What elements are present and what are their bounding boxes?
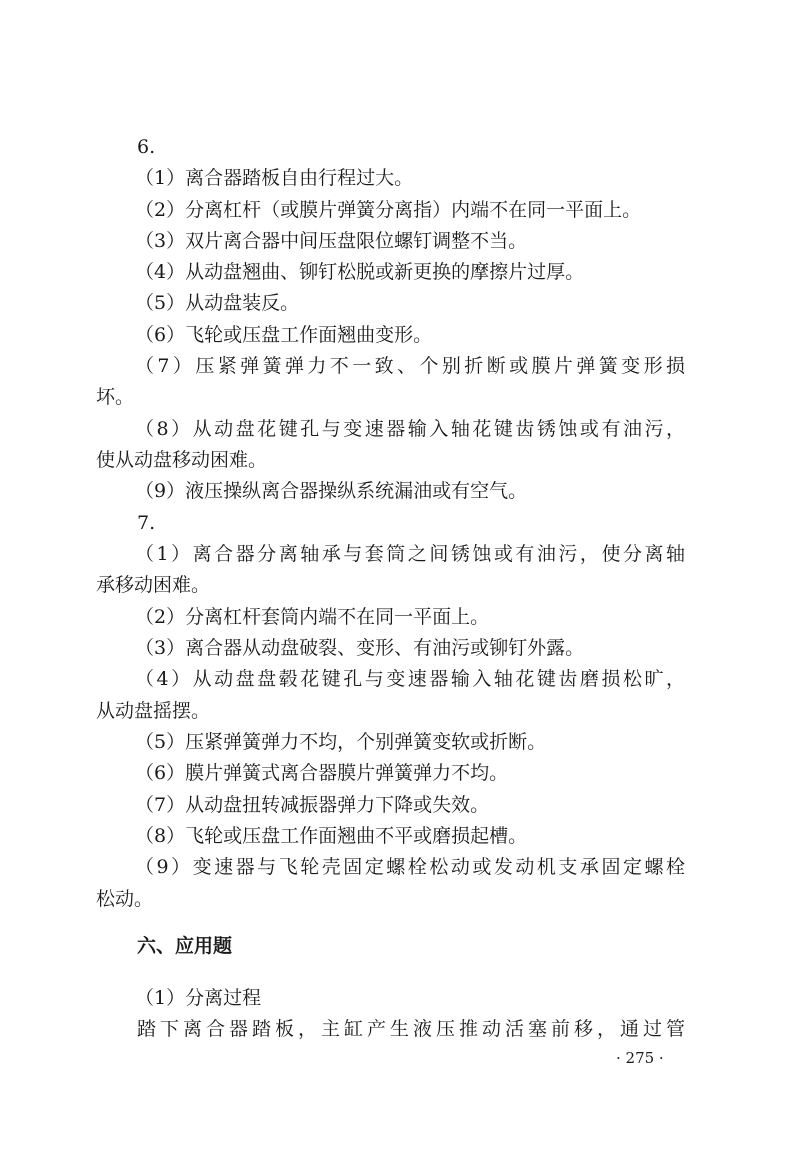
paragraph-line: 踏下离合器踏板，主缸产生液压推动活塞前移，通过管 [137, 1018, 685, 1040]
list-item: （4）从动盘盘毂花键孔与变速器输入轴花键齿磨损松旷， [135, 668, 685, 690]
list-item: （3）离合器从动盘破裂、变形、有油污或铆钉外露。 [135, 637, 585, 659]
list-item: （9）液压操纵离合器操纵系统漏油或有空气。 [135, 480, 528, 502]
list-item: （5）从动盘装反。 [135, 292, 300, 314]
list-item: （7）从动盘扭转减振器弹力下降或失效。 [135, 794, 490, 816]
list-item: （7）压紧弹簧弹力不一致、个别折断或膜片弹簧变形损 [135, 355, 685, 377]
list-item: （4）从动盘翘曲、铆钉松脱或新更换的摩擦片过厚。 [135, 261, 585, 283]
list-item: （6）膜片弹簧式离合器膜片弹簧弹力不均。 [135, 762, 509, 784]
list-item-continuation: 坏。 [96, 386, 135, 408]
list-item: （2）分离杠杆套筒内端不在同一平面上。 [135, 606, 490, 628]
list-item-continuation: 松动。 [96, 888, 154, 910]
list-item: （1）离合器踏板自由行程过大。 [135, 167, 414, 189]
section-number-7: 7. [137, 512, 156, 534]
list-item-continuation: 使从动盘移动困难。 [96, 449, 268, 471]
page-number: · 275 · [616, 1049, 664, 1067]
list-item-continuation: 从动盘摇摆。 [96, 700, 211, 722]
list-item-continuation: 承移动困难。 [96, 574, 211, 596]
list-item: （6）飞轮或压盘工作面翘曲变形。 [135, 324, 433, 346]
list-item: （1）离合器分离轴承与套筒之间锈蚀或有油污，使分离轴 [135, 543, 685, 565]
list-item: （3）双片离合器中间压盘限位螺钉调整不当。 [135, 230, 528, 252]
list-item: （8）飞轮或压盘工作面翘曲不平或磨损起槽。 [135, 825, 528, 847]
section-heading: 六、应用题 [137, 935, 233, 957]
section-number-6: 6. [137, 136, 156, 158]
list-item: （2）分离杠杆（或膜片弹簧分离指）内端不在同一平面上。 [135, 199, 642, 221]
list-item: （8）从动盘花键孔与变速器输入轴花键齿锈蚀或有油污， [135, 418, 685, 440]
list-item: （9）变速器与飞轮壳固定螺栓松动或发动机支承固定螺栓 [135, 856, 685, 878]
list-item: （5）压紧弹簧弹力不均，个别弹簧变软或折断。 [135, 731, 547, 753]
subsection-title: （1）分离过程 [135, 987, 262, 1009]
